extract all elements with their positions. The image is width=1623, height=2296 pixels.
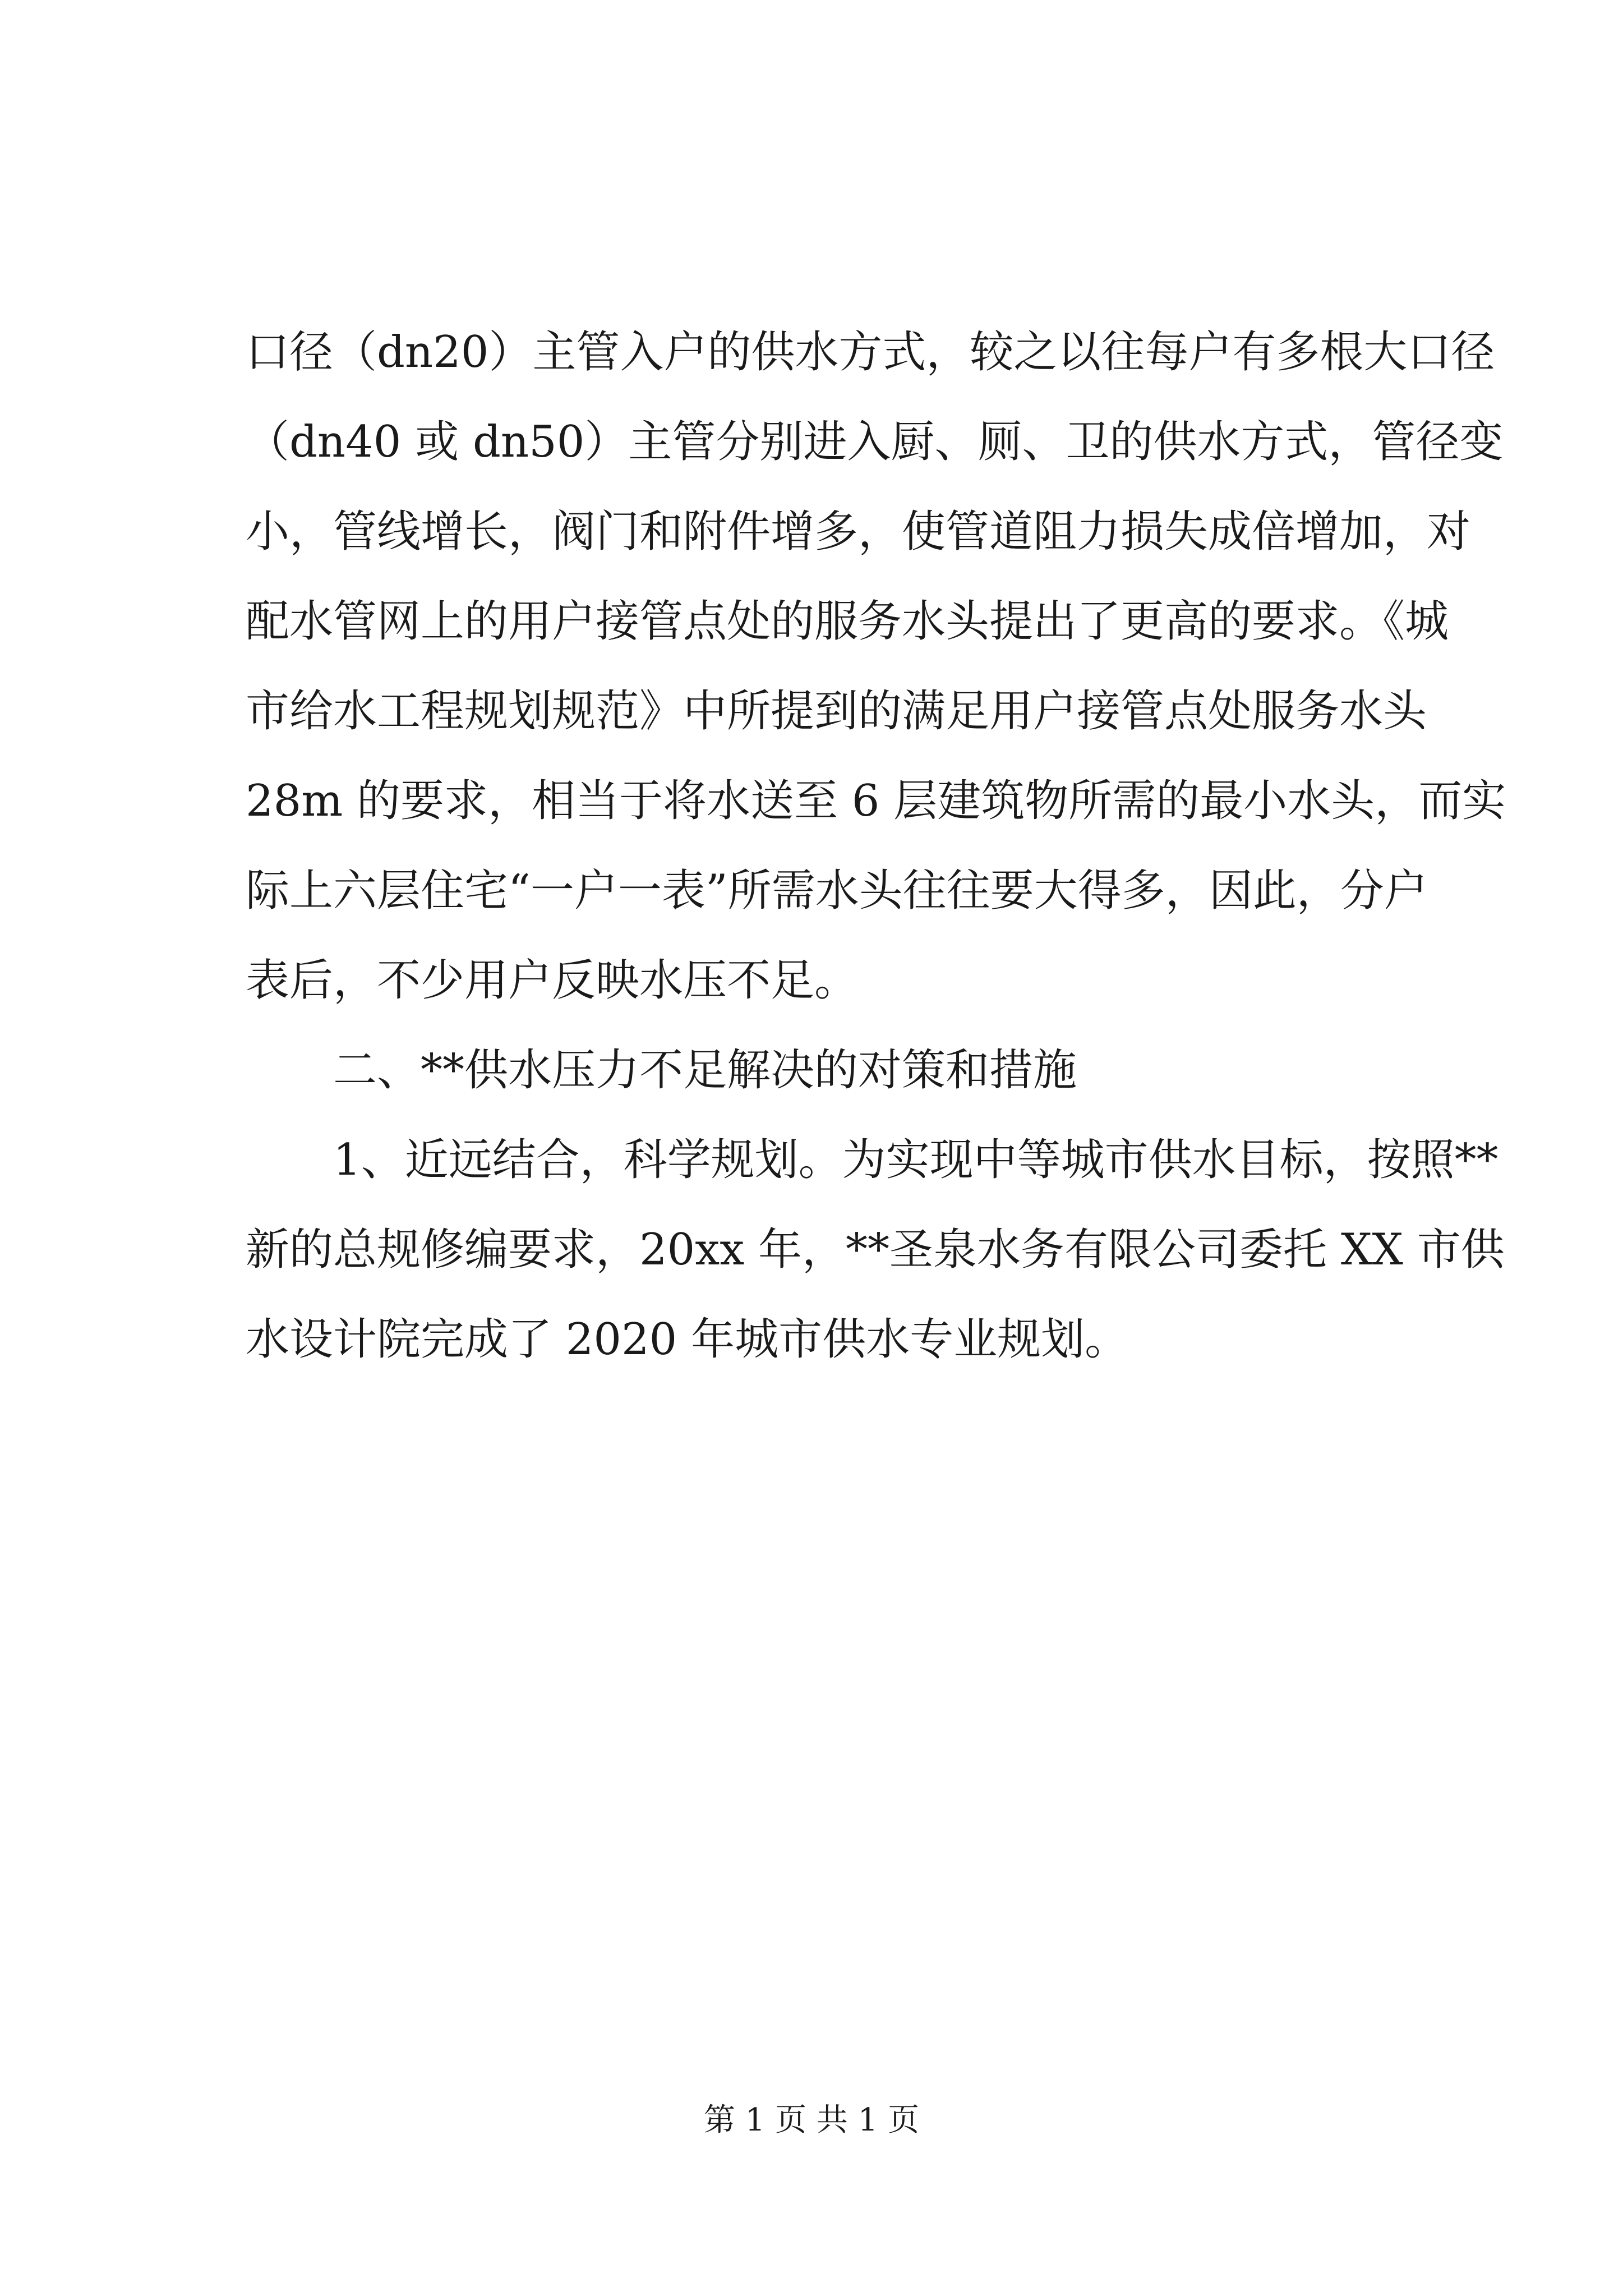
- paragraph-line: 28m 的要求，相当于将水送至 6 层建筑物所需的最小水头，而实: [246, 776, 1506, 826]
- paragraph-line: 水设计院完成了 2020 年城市供水专业规划。: [246, 1314, 1129, 1365]
- paragraph-line: 表后，不少用户反映水压不足。: [246, 955, 859, 1006]
- section-heading: 二、**供水压力不足解决的对策和措施: [333, 1045, 1077, 1096]
- paragraph-line: 1、近远结合，科学规划。为实现中等城市供水目标，按照**: [333, 1135, 1498, 1185]
- paragraph-line: 际上六层住宅“一户一表”所需水头往往要大得多，因此，分户: [246, 866, 1428, 916]
- paragraph-line: 市给水工程规划规范》中所提到的满足用户接管点处服务水头: [246, 686, 1427, 737]
- document-body: [246, 307, 1506, 1384]
- paragraph-line: 配水管网上的用户接管点处的服务水头提出了更高的要求。《城: [246, 596, 1449, 647]
- paragraph-line: 新的总规修编要求，20xx 年，**圣泉水务有限公司委托 XX 市供: [246, 1225, 1505, 1275]
- page-footer: 第 1 页 共 1 页: [703, 2102, 920, 2138]
- paragraph-line: 口径（dn20）主管入户的供水方式，较之以往每户有多根大口径: [246, 327, 1495, 378]
- paragraph-line: （dn40 或 dn50）主管分别进入厨、厕、卫的供水方式，管径变: [246, 417, 1504, 467]
- paragraph-line: 小，管线增长，阀门和附件增多，使管道阻力损失成倍增加，对: [246, 507, 1471, 557]
